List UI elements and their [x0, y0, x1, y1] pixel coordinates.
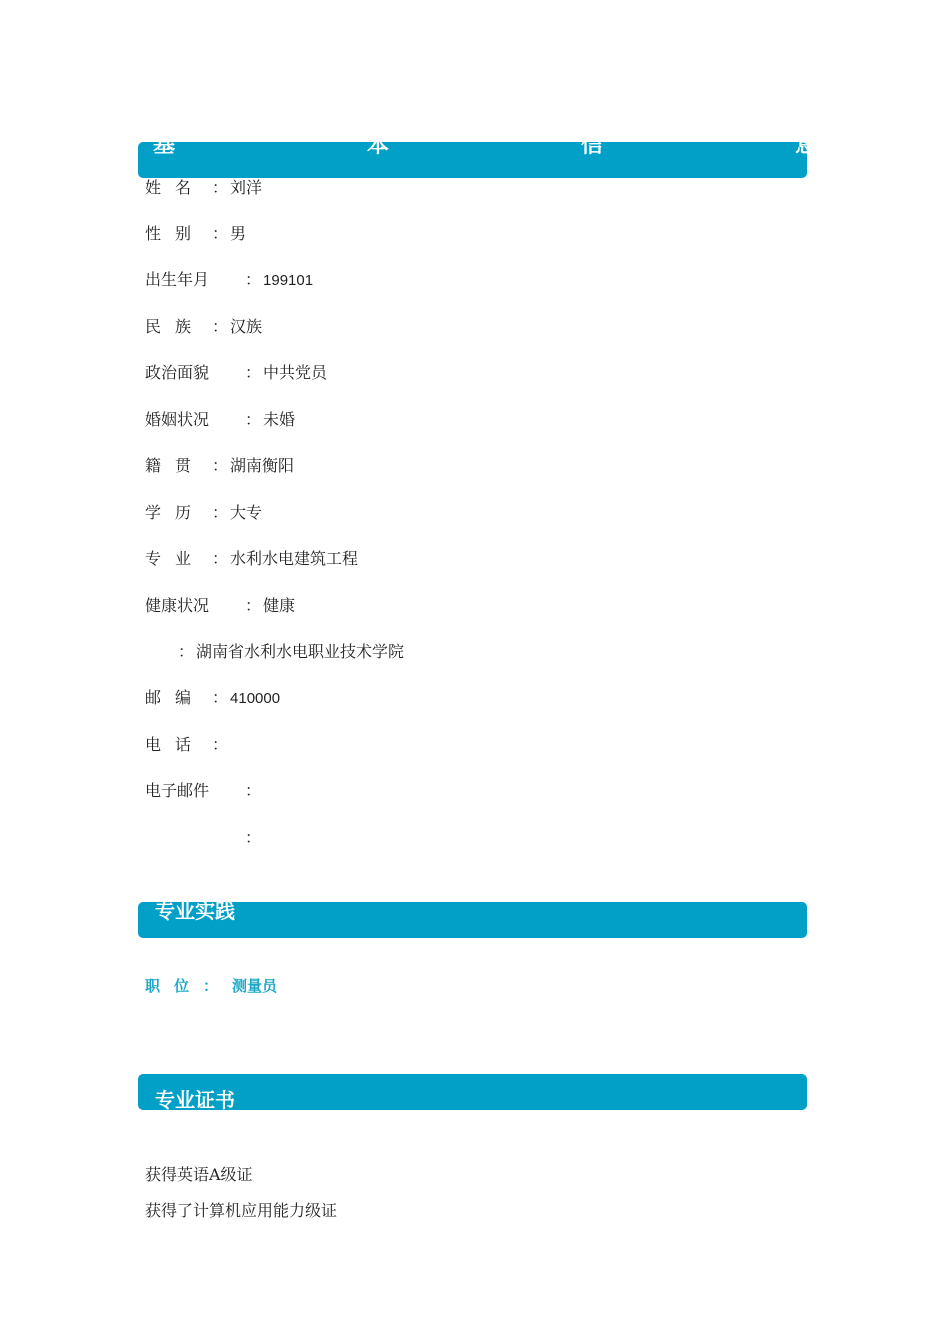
info-label: 婚姻状况 — [145, 410, 210, 429]
info-value: ： 中共党员 — [245, 363, 328, 382]
practice-position-label: 职位： — [145, 977, 233, 995]
info-value: ： 男 — [212, 224, 247, 243]
info-value: ： 410000 — [212, 688, 281, 707]
info-label: 出生年月 — [145, 270, 210, 289]
info-value: ： — [212, 735, 229, 754]
info-label: 民族 — [145, 317, 206, 336]
info-label: 学历 — [145, 503, 206, 522]
section-bar-certificates — [138, 1074, 807, 1110]
info-value: ： — [245, 781, 262, 800]
info-value: ： 199101 — [245, 270, 314, 289]
practice-position-value: 测量员 — [232, 977, 278, 995]
certificate-item: 获得了计算机应用能力级证 — [145, 1201, 338, 1220]
info-value: ： — [245, 828, 262, 847]
info-value: ： 湖南省水利水电职业技术学院 — [178, 642, 405, 661]
info-label: 政治面貌 — [145, 363, 210, 382]
section-title-practice: 专业实践 — [155, 899, 235, 923]
info-value: ： 刘洋 — [212, 178, 263, 197]
info-label: 健康状况 — [145, 596, 210, 615]
info-value: ： 水利水电建筑工程 — [212, 549, 359, 568]
section-bar-basic-info — [138, 133, 817, 178]
section-title-basic-info — [153, 128, 817, 159]
info-label: 性别 — [145, 224, 206, 243]
info-value: ： 大专 — [212, 503, 263, 522]
info-label: 电子邮件 — [145, 781, 210, 800]
section-title-char: 信 — [580, 133, 603, 158]
section-title-char: 息 — [794, 133, 817, 158]
certificate-item: 获得英语A级证 — [145, 1165, 253, 1184]
practice-position — [145, 975, 277, 996]
info-label: 邮编 — [145, 688, 206, 707]
info-value: ： 未婚 — [245, 410, 296, 429]
info-value: ： 健康 — [245, 596, 296, 615]
section-bar-practice — [138, 899, 807, 938]
info-label: 姓名 — [145, 178, 206, 197]
info-label: 电话 — [145, 735, 206, 754]
info-value: ： 汉族 — [212, 317, 263, 336]
info-label: 专业 — [145, 549, 206, 568]
section-title-certificates: 专业证书 — [155, 1088, 235, 1112]
section-title-char: 本 — [366, 133, 389, 158]
section-title-char: 基 — [153, 133, 176, 158]
info-label: 籍贯 — [145, 456, 206, 475]
info-value: ： 湖南衡阳 — [212, 456, 295, 475]
